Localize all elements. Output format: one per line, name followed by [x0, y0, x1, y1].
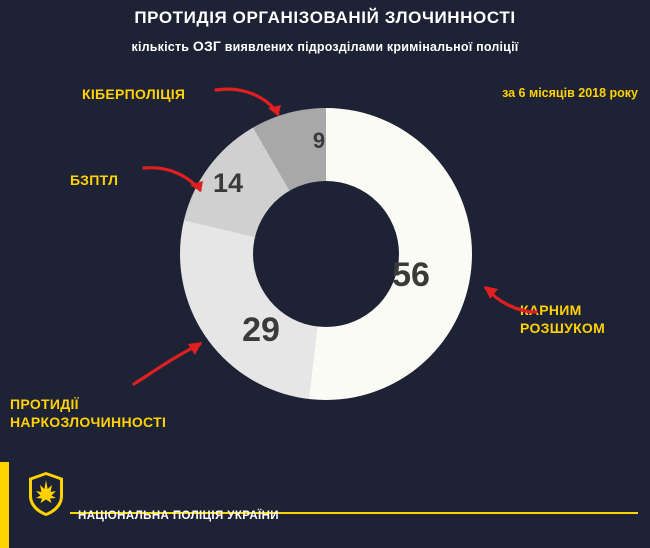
footer-organization: НАЦІОНАЛЬНА ПОЛІЦІЯ УКРАЇНИ	[78, 510, 279, 522]
subtitle-highlight: ОЗГ	[192, 38, 222, 54]
callout-narko-line-1: ПРОТИДІЇ	[10, 396, 79, 412]
callout-karnym-line-1: КАРНИМ	[520, 302, 582, 318]
period-label: за 6 місяців 2018 року	[502, 86, 638, 100]
page-title: ПРОТИДІЯ ОРГАНІЗОВАНІЙ ЗЛОЧИННОСТІ	[134, 8, 516, 27]
subtitle-part-2: виявлених підрозділами кримінальної поліції	[224, 40, 519, 54]
callout-narko-line-2: НАРКОЗЛОЧИННОСТІ	[10, 413, 167, 430]
callout-bzptl: БЗПТЛ	[70, 172, 119, 188]
callout-karnym-line-2: РОЗШУКОМ	[520, 319, 606, 336]
callout-narko	[10, 396, 230, 431]
slice-value-bzptl: 14	[212, 168, 244, 198]
callout-cyberpolice: КІБЕРПОЛІЦІЯ	[82, 86, 186, 102]
police-emblem-icon	[26, 470, 66, 518]
callout-karnym	[520, 302, 645, 337]
accent-bar	[0, 462, 9, 548]
subtitle-part-1: кількість	[131, 40, 190, 54]
donut-chart	[180, 108, 472, 400]
slice-value-narko: 29	[242, 311, 280, 349]
slice-value-cyber: 9	[312, 128, 326, 153]
slice-value-karnym: 56	[392, 256, 430, 294]
donut-hole	[253, 181, 399, 327]
page-subtitle	[0, 38, 650, 54]
